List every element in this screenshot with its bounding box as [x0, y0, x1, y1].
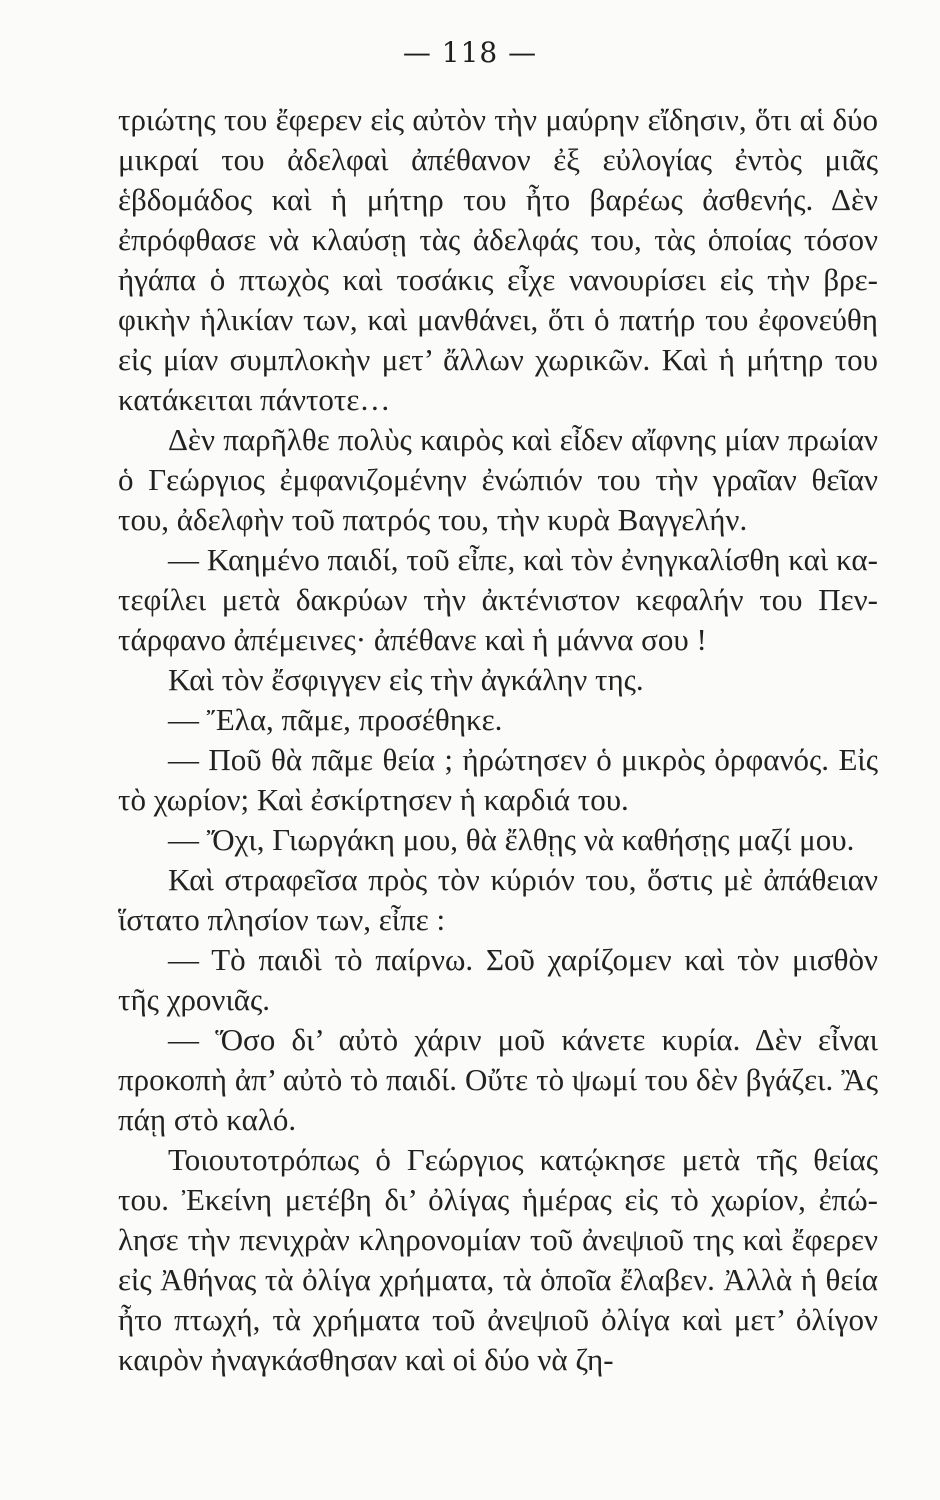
paragraph-conclusion: Τοιουτοτρόπως ὁ Γεώργιος κατῴκησε μετὰ τῆς θείας του. Ἐκείνη μετέβη δι’ ὀλίγας ἡμέρας εἰς τὸ χωρίον, ἐπώλησε τὴν πενιχρὰν κληρονομίαν τοῦ ἀνεψιοῦ της καὶ ἔφερεν εἰς Ἀθήνας τὰ ὀλίγα χρήματα, τὰ ὁποῖα ἔλαβεν. Ἀλλὰ ἡ θεία ἦτο πτωχή, τὰ χρήματα τοῦ ἀνεψιοῦ ὀλίγα καὶ μετ’ ὀλίγον καιρὸν ἠναγκάσθησαν καὶ οἱ δύο νὰ ζη- — [118, 1142, 878, 1377]
paragraph-dialogue-reply: — Ὅσο δι’ αὐτὸ χάριν μοῦ κάνετε κυρία. Δὲν εἶναι προκοπὴ ἀπ’ αὐτὸ τὸ παιδί. Οὔτε τὸ ψωμί του δὲν βγάζει. Ἂς πάῃ στὸ καλό. — [118, 1022, 878, 1137]
paragraph-dialogue-no: — Ὄχι, Γιωργάκη μου, θὰ ἔλθῃς νὰ καθήσῃς μαζί μου. — [168, 822, 855, 857]
paragraph-dialogue-lets-go: — Ἔλα, πᾶμε, προσέθηκε. — [168, 702, 503, 737]
paragraph-aunt-arrives: Δὲν παρῆλθε πολὺς καιρὸς καὶ εἶδεν αἴφνης μίαν πρωίαν ὁ Γεώργιος ἐμφανιζομένην ἐνώπιόν του τὴν γραῖαν θεῖαν του, ἀδελφὴν τοῦ πατρός του, τὴν κυρὰ Βαγγελήν. — [118, 422, 878, 537]
page-number: — 118 — — [402, 36, 538, 69]
paragraph-continuation: τριώτης του ἔφερεν εἰς αὐτὸν τὴν μαύρην εἴδησιν, ὅτι αἱ δύο μικραί του ἀδελφαὶ ἀπέθανον ἐξ εὐλογίας ἐντὸς μιᾶς ἑβδομάδος καὶ ἡ μήτηρ του ἦτο βαρέως ἀσθενής. Δὲν ἐπρόφθασε νὰ κλαύσῃ τὰς ἀδελφάς του, τὰς ὁποίας τόσον ἠγάπα ὁ πτωχὸς καὶ τοσάκις εἶχε νανουρίσει εἰς τὴν βρεφικὴν ἡλικίαν των, καὶ μανθάνει, ὅτι ὁ πατήρ του ἐφονεύθη εἰς μίαν συμπλοκὴν μετ’ ἄλλων χωρικῶν. Καὶ ἡ μήτηρ του κατάκειται πάντοτε… — [118, 102, 878, 417]
paragraph-embrace: Καὶ τὸν ἔσφιγγεν εἰς τὴν ἀγκάλην της. — [168, 662, 644, 697]
paragraph-turning: Καὶ στραφεῖσα πρὸς τὸν κύριόν του, ὅστις μὲ ἀπάθειαν ἵστατο πλησίον των, εἶπε : — [118, 862, 878, 937]
body-text — [118, 100, 878, 1380]
paragraph-dialogue-take-child: — Τὸ παιδὶ τὸ παίρνω. Σοῦ χαρίζομεν καὶ τὸν μισθὸν τῆς χρονιᾶς. — [118, 942, 878, 1017]
paragraph-dialogue-poor-child: — Καημένο παιδί, τοῦ εἶπε, καὶ τὸν ἐνηγκαλίσθη καὶ κατεφίλει μετὰ δακρύων τὴν ἀκτένιστον κεφαλήν του Πεντάρφανο ἀπέμεινες· ἀπέθανε καὶ ἡ μάννα σου ! — [118, 542, 878, 657]
paragraph-dialogue-where: — Ποῦ θὰ πᾶμε θεία ; ἠρώτησεν ὁ μικρὸς ὀρφανός. Εἰς τὸ χωρίον; Καὶ ἐσκίρτησεν ἡ καρδιά του. — [118, 742, 878, 817]
